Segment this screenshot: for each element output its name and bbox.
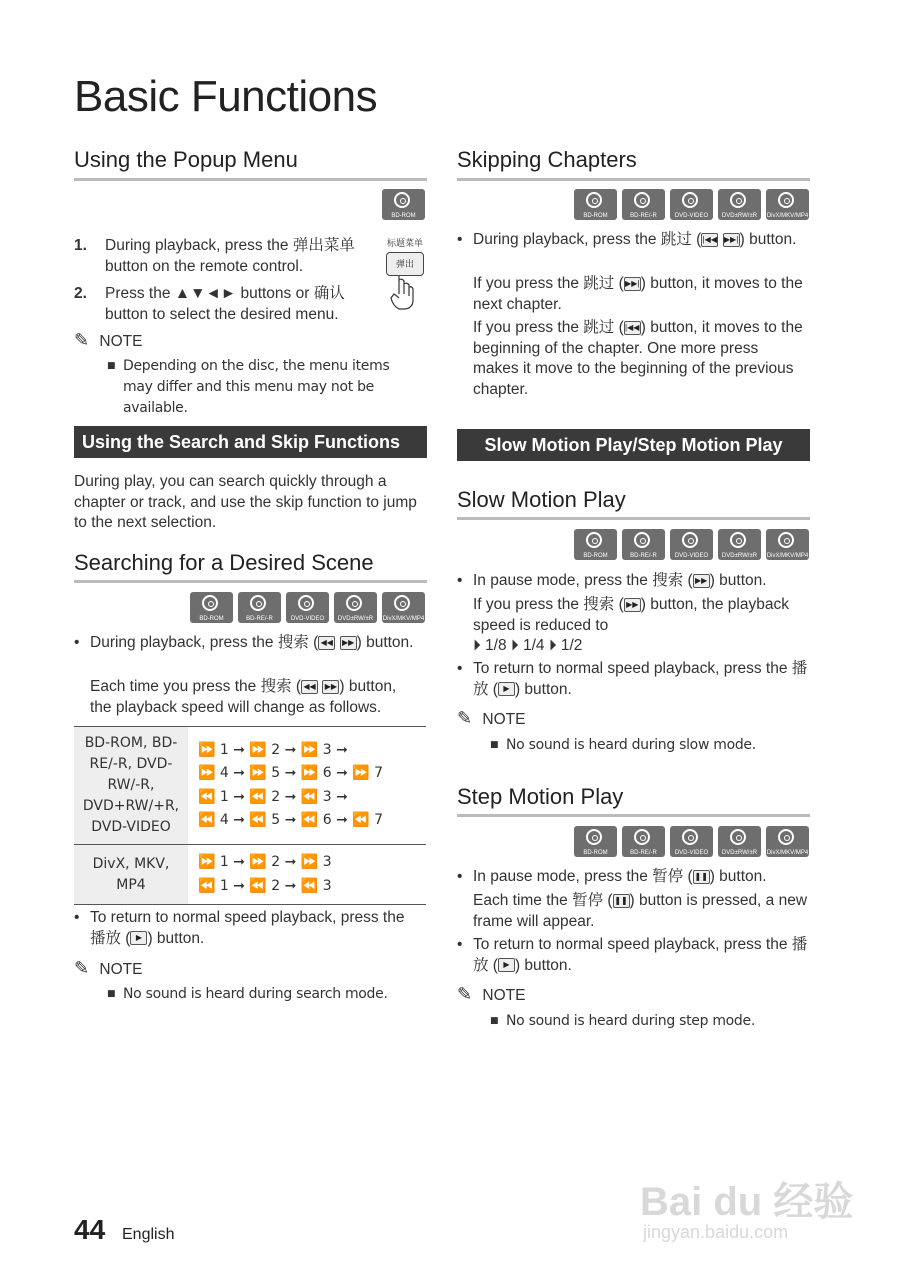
- rewind-key-icon: ◀◀: [301, 680, 318, 694]
- skip-back-key-icon: |◀◀: [701, 233, 718, 247]
- step-bullet-2: • To return to normal speed playback, press the 播放 ( ▶ ) button.: [473, 935, 808, 976]
- remote-label: 标题菜单: [386, 238, 423, 248]
- divider: [74, 580, 427, 583]
- popup-step-2: 2. Press the ▲▼◄► buttons or 确认 button to select the desired menu.: [74, 285, 345, 323]
- slow-bullet-1: • In pause mode, press the 搜索 ( ▶▶ ) button.: [473, 571, 808, 592]
- slow-bullet-2: • To return to normal speed playback, press the 播放 ( ▶ ) button.: [473, 659, 808, 700]
- disc-icon: BD-ROM: [574, 189, 617, 220]
- table-cell: DivX, MKV, MP4: [74, 845, 188, 905]
- pencil-icon: ✎: [74, 958, 90, 978]
- disc-icon: DVD-VIDEO: [670, 826, 713, 857]
- step-motion-heading: Step Motion Play: [457, 784, 624, 809]
- divider: [457, 178, 810, 181]
- disc-icon: DVD-VIDEO: [670, 529, 713, 560]
- disc-icon: DivX/MKV/MP4: [766, 826, 809, 857]
- disc-icon: DivX/MKV/MP4: [766, 529, 809, 560]
- scene-bullet-2: • To return to normal speed playback, press the 播放 ( ▶ ) button.: [90, 908, 420, 949]
- play-key-icon: ▶: [130, 931, 147, 945]
- disc-icon: DivX/MKV/MP4: [382, 592, 425, 623]
- page-title: Basic Functions: [74, 72, 378, 121]
- table-cell: BD-ROM, BD-RE/-R, DVD-RW/-R, DVD+RW/+R, DVD-VIDEO: [74, 727, 188, 845]
- popup-disc-icons: [382, 189, 425, 220]
- forward-key-icon: ▶▶: [340, 636, 357, 650]
- pencil-icon: ✎: [457, 708, 473, 728]
- disc-icon: DVD±RW/±R: [718, 189, 761, 220]
- table-cell: ⏩ 1 ➞ ⏩ 2 ➞ ⏩ 3 ➞ ⏩ 4 ➞ ⏩ 5 ➞ ⏩ 6 ➞ ⏩ 7 ⏪ 1 ➞ ⏪ 2 ➞ ⏪ 3 ➞ ⏪ 4 ➞ ⏪ 5 ➞ ⏪ 6 ➞ ⏪ 7: [188, 727, 426, 845]
- skip-back-key-icon: |◀◀: [624, 321, 641, 335]
- disc-icon: BD-ROM: [574, 529, 617, 560]
- popup-remote-button: 弹出: [386, 252, 424, 276]
- scene-disc-icons: [190, 592, 425, 623]
- skip-chapters-heading: Skipping Chapters: [457, 147, 637, 172]
- popup-step-1: 1. During playback, press the 弹出菜单 button on the remote control.: [74, 237, 355, 275]
- divider: [74, 178, 427, 181]
- step-note-text: ■ No sound is heard during step mode.: [506, 1011, 806, 1032]
- step-note-label: ✎ NOTE: [457, 984, 526, 1004]
- popup-menu-heading: Using the Popup Menu: [74, 147, 298, 172]
- skip-para-2: If you press the 跳过 (|◀◀) button, it moves to the beginning of the chapter. One more press makes it move to the beginning of the previous chapter.: [473, 319, 803, 398]
- pause-key-icon: ❚❚: [693, 870, 710, 884]
- play-key-icon: ▶: [498, 682, 515, 696]
- skip-bullet-1: • During playback, press the 跳过 (|◀◀ ▶▶|) button.: [473, 230, 808, 251]
- table-row: [74, 845, 426, 905]
- forward-key-icon: ▶▶: [693, 574, 710, 588]
- scene-bullet-1: • During playback, press the 搜索 ( ◀◀ ▶▶ ) button.: [90, 633, 420, 654]
- step-bullet-1: • In pause mode, press the 暂停 ( ❚❚ ) button.: [473, 867, 808, 888]
- slow-step-section-bar: Slow Motion Play/Step Motion Play: [457, 429, 810, 461]
- watermark-brand: Bai du 经验: [640, 1180, 854, 1224]
- forward-key-icon: ▶▶: [624, 598, 641, 612]
- finger-icon: [385, 276, 425, 310]
- slow-note-text: ■ No sound is heard during slow mode.: [506, 735, 806, 756]
- disc-icon: BD-RE/-R: [622, 826, 665, 857]
- table-row: [74, 727, 426, 845]
- disc-icon: DivX/MKV/MP4: [766, 189, 809, 220]
- disc-icon: DVD±RW/±R: [718, 529, 761, 560]
- popup-note-label: ✎ NOTE: [74, 330, 143, 350]
- divider: [457, 814, 810, 817]
- page-number: 44: [74, 1214, 106, 1245]
- pause-key-icon: ❚❚: [613, 894, 630, 908]
- scene-note-label: ✎ NOTE: [74, 958, 143, 978]
- pencil-icon: ✎: [74, 330, 90, 350]
- skip-disc-icons: [574, 189, 809, 220]
- disc-icon: DVD-VIDEO: [286, 592, 329, 623]
- disc-icon: BD-ROM: [382, 189, 425, 220]
- disc-icon: BD-RE/-R: [622, 529, 665, 560]
- pencil-icon: ✎: [457, 984, 473, 1004]
- watermark-url: jingyan.baidu.com: [643, 1222, 789, 1242]
- disc-icon: DVD±RW/±R: [718, 826, 761, 857]
- slow-disc-icons: [574, 529, 809, 560]
- footer-language: English: [122, 1226, 175, 1243]
- search-intro: During play, you can search quickly through a chapter or track, and use the skip function to jump to the next selection.: [74, 473, 417, 531]
- skip-para-1: If you press the 跳过 (▶▶|) button, it moves to the next chapter.: [473, 275, 803, 313]
- speed-table: [74, 726, 426, 905]
- skip-forward-key-icon: ▶▶|: [723, 233, 740, 247]
- search-skip-section-bar: Using the Search and Skip Functions: [74, 426, 427, 458]
- popup-note-text: ■ Depending on the disc, the menu items may differ and this menu may not be available.: [123, 356, 423, 419]
- scene-note-text: ■ No sound is heard during search mode.: [123, 984, 423, 1005]
- disc-icon: BD-ROM: [574, 826, 617, 857]
- rewind-key-icon: ◀◀: [318, 636, 335, 650]
- slow-note-label: ✎ NOTE: [457, 708, 526, 728]
- slow-motion-heading: Slow Motion Play: [457, 487, 626, 512]
- slow-speeds: ⏵ 1/8 ⏵ 1/4 ⏵ 1/2: [473, 637, 583, 654]
- table-cell: ⏩ 1 ➞ ⏩ 2 ➞ ⏩ 3 ⏪ 1 ➞ ⏪ 2 ➞ ⏪ 3: [188, 845, 426, 905]
- disc-icon: BD-ROM: [190, 592, 233, 623]
- forward-key-icon: ▶▶: [322, 680, 339, 694]
- divider: [457, 517, 810, 520]
- slow-para-1: If you press the 搜索 ( ▶▶ ) button, the playback speed is reduced to ⏵ 1/8 ⏵ 1/4 ⏵ 1/2: [473, 595, 808, 657]
- disc-icon: DVD±RW/±R: [334, 592, 377, 623]
- scene-para-1: Each time you press the 搜索 ( ◀◀ ▶▶ ) button, the playback speed will change as follows.: [90, 678, 397, 716]
- disc-icon: BD-RE/-R: [238, 592, 281, 623]
- step-disc-icons: [574, 826, 809, 857]
- disc-icon: BD-RE/-R: [622, 189, 665, 220]
- play-key-icon: ▶: [498, 958, 515, 972]
- step-para-1: Each time the 暂停 ( ❚❚ ) button is pressed, a new frame will appear.: [473, 892, 808, 930]
- disc-icon: DVD-VIDEO: [670, 189, 713, 220]
- skip-forward-key-icon: ▶▶|: [624, 277, 641, 291]
- search-scene-heading: Searching for a Desired Scene: [74, 550, 374, 575]
- remote-illustration: [380, 236, 430, 315]
